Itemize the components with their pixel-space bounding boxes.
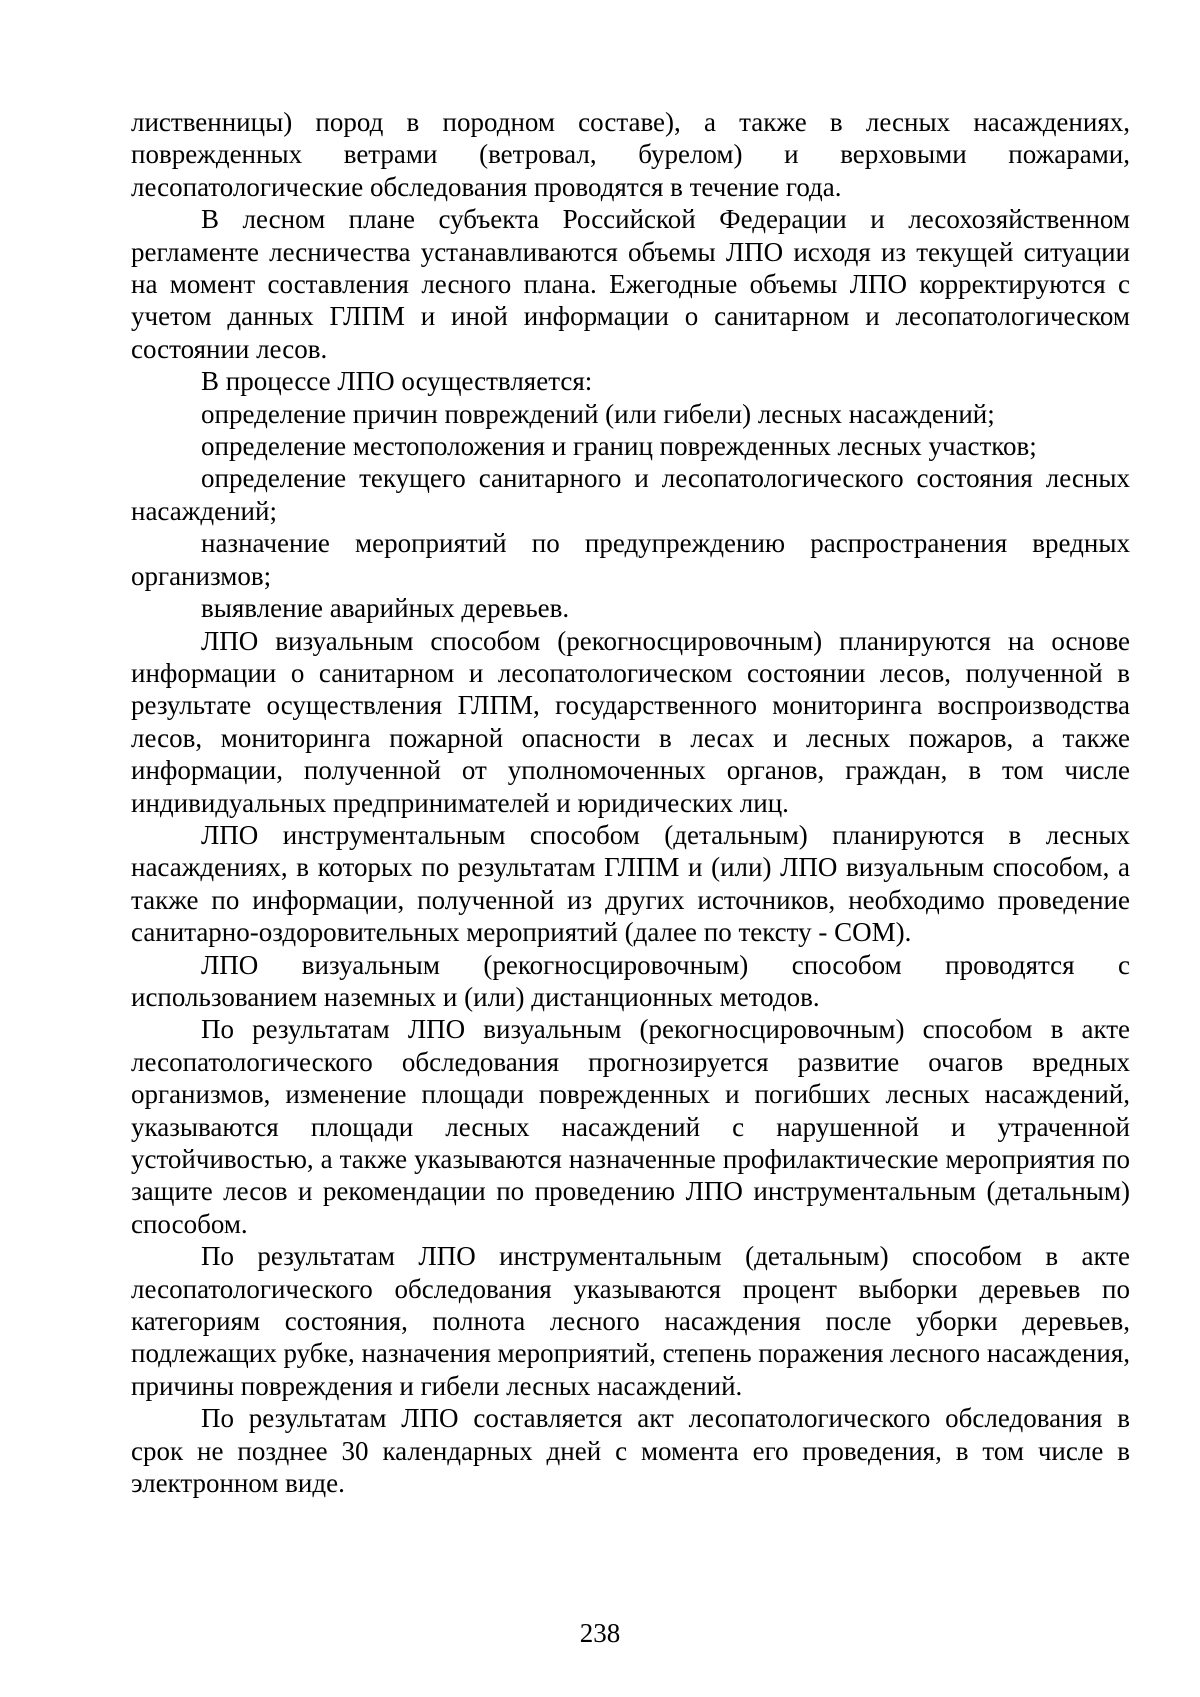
document-body [131,106,1130,1499]
paragraph-act-deadline: По результатам ЛПО составляется акт лесопатологического обследования в срок не позднее 30 календарных дней с момента его проведения, в том числе в электронном виде. [131,1403,1130,1499]
list-item-location: определение местоположения и границ поврежденных лесных участков; [201,431,1037,462]
list-item-hazard-trees: выявление аварийных деревьев. [201,593,570,624]
paragraph-visual-results: По результатам ЛПО визуальным (рекогносцировочным) способом в акте лесопатологического обследования прогнозируется развитие очагов вредных организмов, изменение площади поврежденных и погибших лесных насаждений, указываются площади лесных насаждений с нарушенной и утраченной устойчивостью, а также указываются назначенные профилактические мероприятия по защите лесов и рекомендации по проведению ЛПО инструментальным (детальным) способом. [131,1014,1130,1239]
paragraph-visual-methods-used: ЛПО визуальным (рекогносцировочным) способом проводятся с использованием наземных и (или) дистанционных методов. [131,949,1130,1012]
paragraph-instrumental-results: По результатам ЛПО инструментальным (детальным) способом в акте лесопатологического обследования указываются процент выборки деревьев по категориям состояния, полнота лесного насаждения после уборки деревьев, подлежащих рубке, назначения мероприятий, степень поражения лесного насаждения, причины повреждения и гибели лесных насаждений. [131,1241,1130,1401]
paragraph-instrumental-method: ЛПО инструментальным способом (детальным) планируются в лесных насаждениях, в которых по результатам ГЛПМ и (или) ЛПО визуальным способом, а также по информации, полученной из других источников, необходимо проведение санитарно-оздоровительных мероприятий (далее по тексту - СОМ). [131,819,1130,948]
paragraph-continuation: лиственницы) пород в породном составе), а также в лесных насаждениях, поврежденных ветрами (ветровал, бурелом) и верховыми пожарами, лесопатологические обследования проводятся в течение года. [131,107,1130,202]
paragraph-forest-plan: В лесном плане субъекта Российской Федерации и лесохозяйственном регламенте лесничества устанавливаются объемы ЛПО исходя из текущей ситуации на момент составления лесного плана. Ежегодные объемы ЛПО корректируются с учетом данных ГЛПМ и иной информации о санитарном и лесопатологическом состоянии лесов. [131,204,1130,364]
page-number: 238 [579,1618,621,1648]
paragraph-visual-method: ЛПО визуальным способом (рекогносцировочным) планируются на основе информации о санитарном и лесопатологическом состоянии лесов, полученной в результате осуществления ГЛПМ, государственного мониторинга воспроизводства лесов, мониторинга пожарной опасности в лесах и лесных пожаров, а также информации, полученной от уполномоченных органов, граждан, в том числе индивидуальных предпринимателей и юридических лиц. [131,625,1130,818]
list-item-measures: назначение мероприятий по предупреждению распространения вредных организмов; [131,528,1130,591]
list-item-condition: определение текущего санитарного и лесопатологического состояния лесных насаждений; [131,463,1130,526]
list-item-causes: определение причин повреждений (или гибели) лесных насаждений; [201,398,995,429]
paragraph-process-intro: В процессе ЛПО осуществляется: [201,366,593,397]
